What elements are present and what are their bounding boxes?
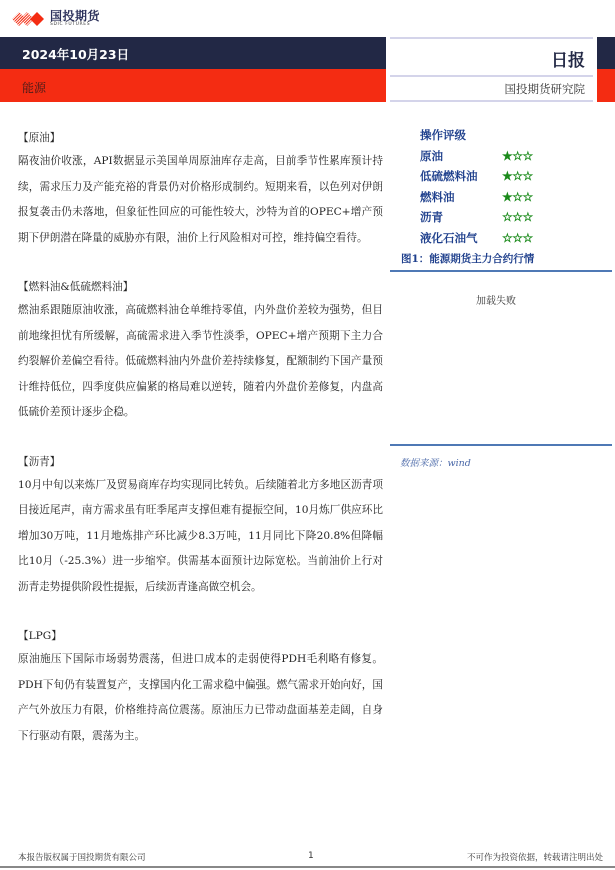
company-logo xyxy=(12,8,100,30)
header-right-red-strip xyxy=(597,69,615,102)
section-crude-oil xyxy=(18,128,383,251)
report-type-title: 日报 xyxy=(551,51,585,71)
ratings-title: 操作评级 xyxy=(420,128,466,142)
rating-row-lsfo xyxy=(420,166,533,187)
logo-name-en: SDIC FUTURES xyxy=(50,22,91,28)
rating-name: 低硫燃料油 xyxy=(420,169,478,183)
rating-row-crude xyxy=(420,146,533,167)
rating-row-lpg xyxy=(420,228,533,249)
rating-name: 原油 xyxy=(420,148,443,163)
header-sector-band xyxy=(0,69,386,102)
star-rating-icon: ★☆☆ xyxy=(502,189,533,204)
logo-diamond-icon xyxy=(12,12,46,26)
institute-name: 国投期货研究院 xyxy=(504,82,585,96)
section-asphalt xyxy=(18,452,383,601)
page-number: 1 xyxy=(308,851,314,861)
footer-rule xyxy=(0,866,615,868)
star-rating-icon: ★☆☆ xyxy=(502,148,533,163)
rating-name: 燃料油 xyxy=(420,189,455,204)
rating-row-fuel-oil xyxy=(420,187,533,208)
commentary-column xyxy=(18,128,383,749)
logo-name-cn: 国投期货 xyxy=(50,9,101,24)
footer-disclaimer: 不可作为投资依据，转载请注明出处 xyxy=(466,853,603,863)
header-divider-bottom xyxy=(390,100,593,102)
figure-top-rule xyxy=(390,270,612,272)
section-body: 原油施压下国际市场弱势震荡，但进口成本的走弱使得PDH毛利略有修复。PDH下旬仍有装置复产，支撑国内化工需求稳中偏强。燃气需求开始向好，国产气外放压力有限，价格维持高位震荡。原油压力已带动盘面基差走阔，自身下行驱动有限，震荡为主。 xyxy=(18,653,383,742)
section-title: 【沥青】 xyxy=(18,455,61,468)
section-body: 燃油系跟随原油收涨，高硫燃料油仓单维持零值，内外盘价差较为强势，但目前地缘担忧有所缓解，高硫需求进入季节性淡季，OPEC+增产预期下主力合约裂解价差偏空看待。低硫燃料油内外盘价差持续修复，配额制约下国产量预计维持低位，四季度供应偏紧的格局难以逆转，随着内外盘价差修复，内盘高低硫价差预计逐步企稳。 xyxy=(18,304,383,418)
report-sector: 能源 xyxy=(22,81,47,95)
header-divider-top xyxy=(390,37,593,39)
section-body: 隔夜油价收涨，API数据显示美国单周原油库存走高，目前季节性累库预计持续，需求压力及产能充裕的背景仍对价格形成制约。短期来看，以色列对伊朗报复袭击仍未落地，但象征性回应的可能性较大，沙特为首的OPEC+增产预期下伊朗潜在降量的威胁亦有限，油价上行风险相对可控，维持偏空看待。 xyxy=(18,155,383,244)
section-title: 【原油】 xyxy=(18,132,61,144)
section-title: 【燃料油&低硫燃料油】 xyxy=(18,281,134,293)
section-fuel-oil xyxy=(18,277,383,426)
figure-title: 图1：能源期货主力合约行情 xyxy=(401,253,535,265)
figure-bottom-rule xyxy=(390,444,612,446)
header-right-navy-strip xyxy=(597,37,615,69)
report-date: 2024年10月23日 xyxy=(22,47,130,62)
section-lpg xyxy=(18,626,383,749)
section-body: 10月中旬以来炼厂及贸易商库存均实现同比转负。后续随着北方多地区沥青项目接近尾声，南方需求虽有旺季尾声支撑但难有提振空间，10月炼厂供应环比增加30万吨，11月地炼排产环比减少8.3万吨，11月同比下降20.8%但降幅比10月（-25.3%）进一步缩窄。供需基本面预计边际宽松。当前油价上行对沥青走势提供阶段性提振，后续沥青逢高做空机会。 xyxy=(18,478,383,593)
rating-name: 沥青 xyxy=(420,210,443,224)
star-rating-icon: ☆☆☆ xyxy=(502,230,533,245)
footer-copyright: 本报告版权属于国投期货有限公司 xyxy=(18,853,146,863)
star-rating-icon: ☆☆☆ xyxy=(502,210,533,224)
rating-name: 液化石油气 xyxy=(420,230,478,245)
image-load-failed: 加载失败 xyxy=(476,296,516,307)
data-source: 数据来源：wind xyxy=(400,458,471,469)
header-divider-mid xyxy=(390,75,593,77)
star-rating-icon: ★☆☆ xyxy=(502,169,533,183)
rating-row-asphalt xyxy=(420,207,533,228)
operation-ratings xyxy=(420,125,533,248)
section-title: 【LPG】 xyxy=(18,630,62,642)
